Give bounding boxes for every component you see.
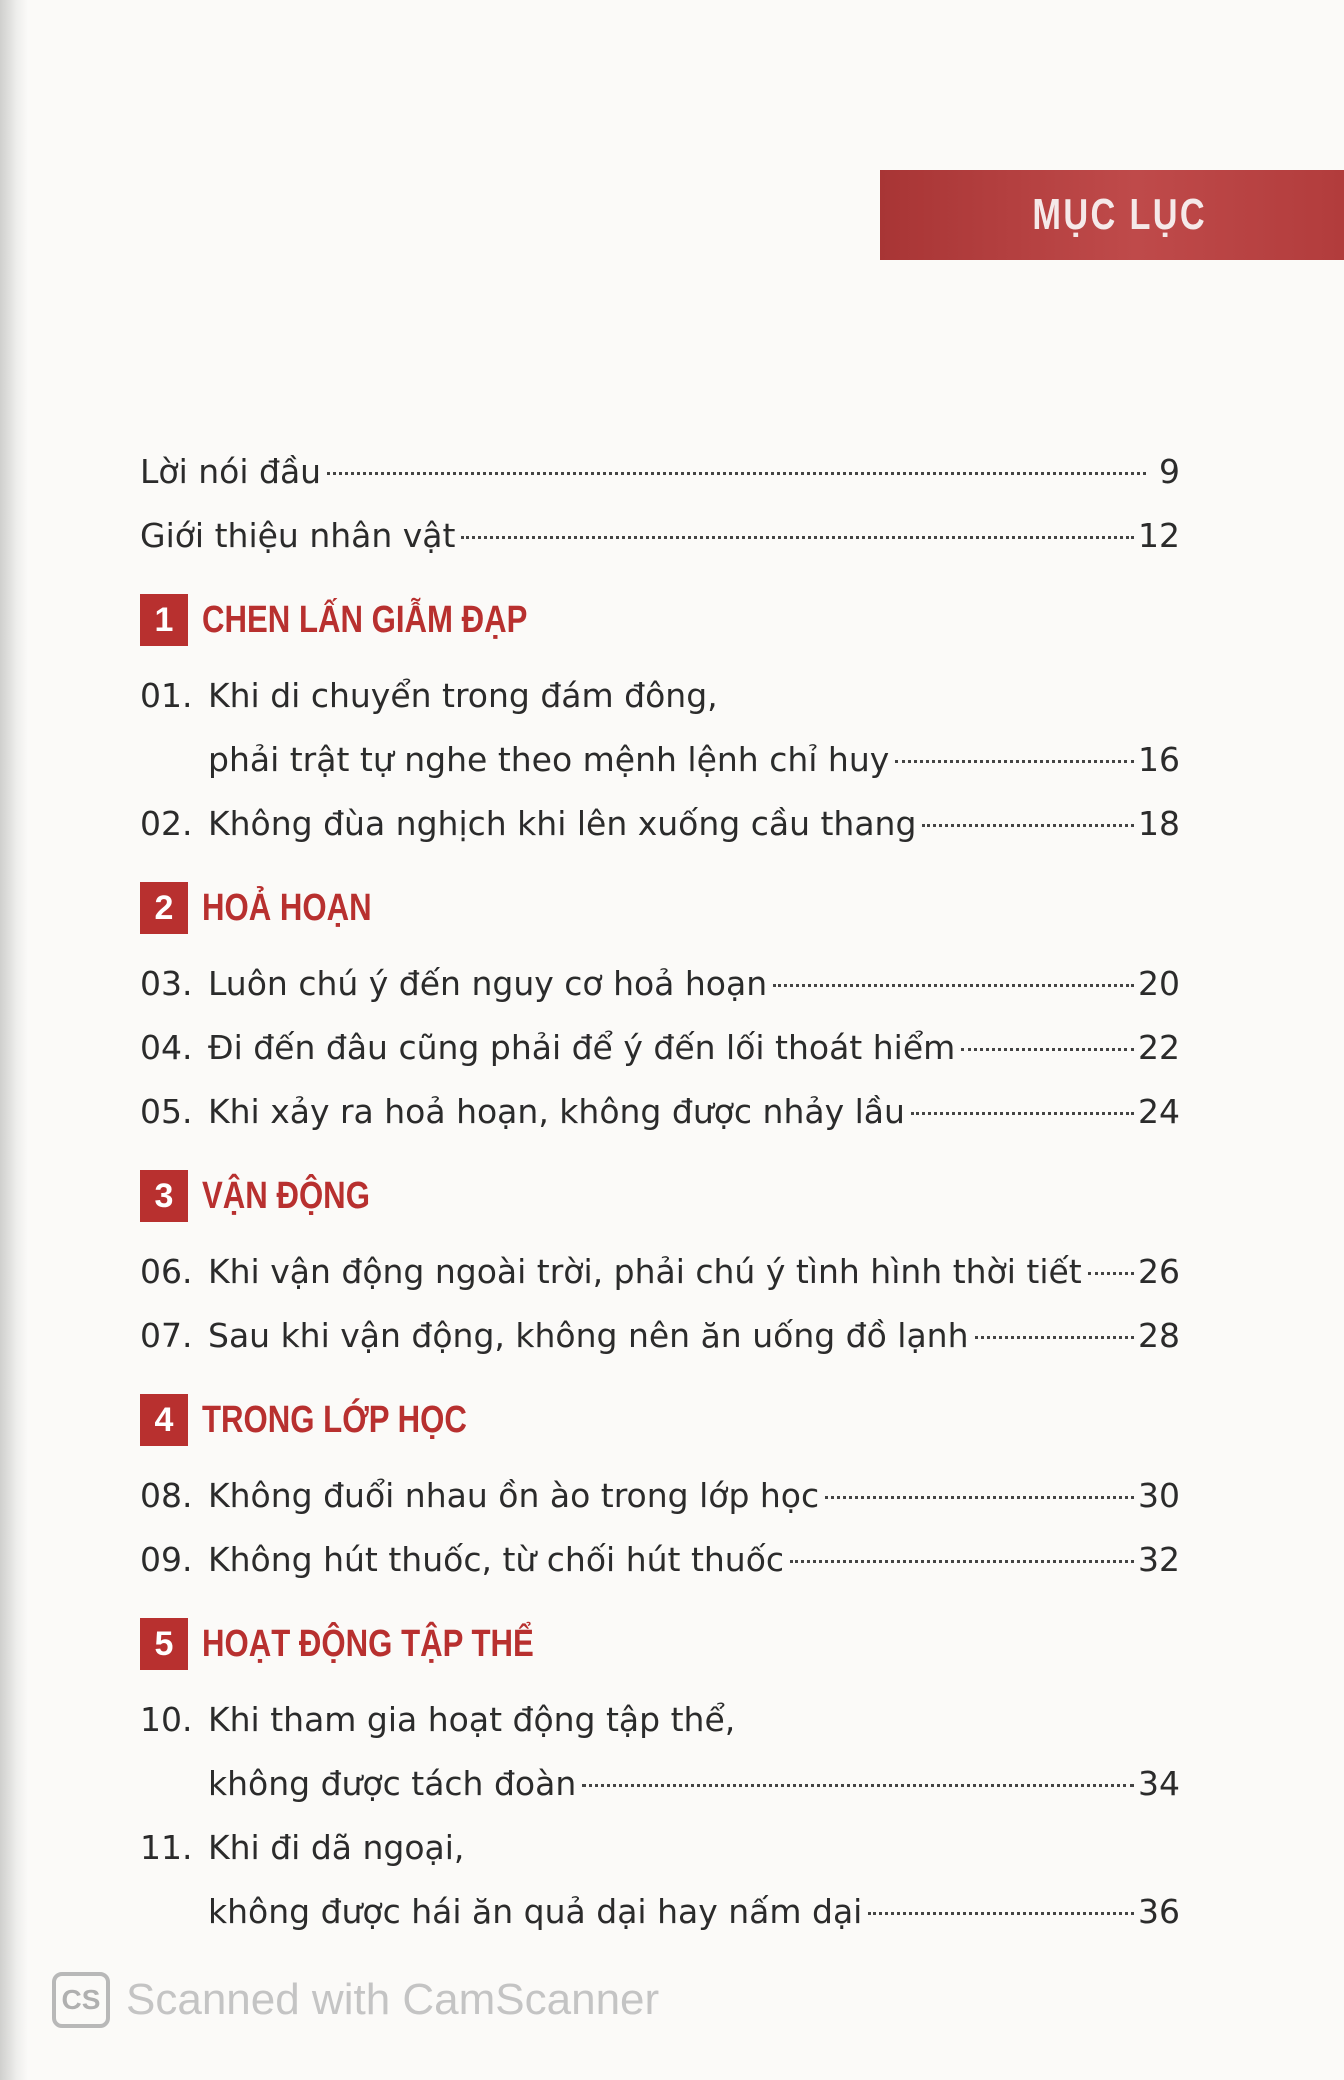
toc-entry[interactable] [140,1688,1180,1752]
entry-number: 01. [140,676,193,715]
entry-number: 09. [140,1540,193,1579]
page-number: 22 [1138,1028,1180,1067]
section-heading [140,1166,1180,1226]
section-number-badge: 4 [140,1394,188,1446]
entry-number: 11. [140,1828,193,1867]
table-of-contents [140,440,1180,1944]
entry-title: Khi tham gia hoạt động tập thể, [208,1700,736,1739]
section-title: TRONG LỚP HỌC [202,1398,467,1441]
toc-entry[interactable] [140,1240,1180,1304]
toc-entry[interactable] [140,1752,1180,1816]
toc-entry[interactable] [140,728,1180,792]
section-title: VẬN ĐỘNG [202,1174,370,1217]
toc-entry[interactable] [140,1880,1180,1944]
dot-leader [582,1784,1134,1787]
toc-entry[interactable] [140,1528,1180,1592]
section-title: HOẠT ĐỘNG TẬP THỂ [202,1622,534,1665]
dot-leader [773,984,1134,987]
page-number: 16 [1138,740,1180,779]
dot-leader [868,1912,1134,1915]
entry-title: không được tách đoàn [208,1764,577,1803]
entry-title: Khi xảy ra hoả hoạn, không được nhảy lầu [208,1092,905,1131]
page-title: MỤC LỤC [1032,190,1208,239]
toc-entry[interactable] [140,664,1180,728]
page-number: 26 [1138,1252,1180,1291]
dot-leader [961,1048,1134,1051]
dot-leader [461,536,1134,539]
toc-entry[interactable] [140,440,1180,504]
entry-title: không được hái ăn quả dại hay nấm dại [208,1892,863,1931]
entry-number: 03. [140,964,193,1003]
section-number-badge: 2 [140,882,188,934]
entry-title: Sau khi vận động, không nên ăn uống đồ lạnh [208,1316,969,1355]
watermark-text: Scanned with CamScanner [126,1975,660,2024]
dot-leader [975,1336,1134,1339]
section-heading [140,878,1180,938]
section-title: HOẢ HOẠN [202,886,372,929]
entry-number: 06. [140,1252,193,1291]
toc-entry[interactable] [140,792,1180,856]
dot-leader [825,1496,1134,1499]
dot-leader [911,1112,1134,1115]
section-number-badge: 1 [140,594,188,646]
page-number: 20 [1138,964,1180,1003]
section-title: CHEN LẤN GIẪM ĐẠP [202,598,528,641]
section-heading [140,590,1180,650]
page-number: 9 [1159,452,1180,491]
page-number: 28 [1138,1316,1180,1355]
section-heading [140,1614,1180,1674]
camscanner-watermark [52,1972,659,2028]
toc-entry[interactable] [140,1304,1180,1368]
entry-title: phải trật tự nghe theo mệnh lệnh chỉ huy [208,740,890,779]
entry-title: Khi đi dã ngoại, [208,1828,465,1867]
dot-leader [895,760,1134,763]
section-heading [140,1390,1180,1450]
entry-title: Không đuổi nhau ồn ào trong lớp học [208,1476,820,1515]
page-number: 36 [1138,1892,1180,1931]
page-number: 32 [1138,1540,1180,1579]
entry-title: Khi di chuyển trong đám đông, [208,676,718,715]
page-binding-edge [0,0,28,2080]
toc-entry[interactable] [140,1080,1180,1144]
entry-number: 10. [140,1700,193,1739]
entry-title: Không hút thuốc, từ chối hút thuốc [208,1540,785,1579]
entry-title: Luôn chú ý đến nguy cơ hoả hoạn [208,964,768,1003]
section-number-badge: 3 [140,1170,188,1222]
dot-leader [1088,1272,1134,1275]
toc-entry[interactable] [140,1464,1180,1528]
toc-entry[interactable] [140,952,1180,1016]
entry-title: Giới thiệu nhân vật [140,516,456,555]
toc-entry[interactable] [140,504,1180,568]
entry-number: 04. [140,1028,193,1067]
entry-title: Không đùa nghịch khi lên xuống cầu thang [208,804,917,843]
title-banner [880,170,1344,260]
page-number: 34 [1138,1764,1180,1803]
dot-leader [327,472,1146,475]
section-number-badge: 5 [140,1618,188,1670]
entry-title: Đi đến đâu cũng phải để ý đến lối thoát hiểm [208,1028,956,1067]
page-number: 12 [1138,516,1180,555]
toc-entry[interactable] [140,1816,1180,1880]
page-number: 18 [1138,804,1180,843]
entry-title: Khi vận động ngoài trời, phải chú ý tình hình thời tiết [208,1252,1082,1291]
dot-leader [790,1560,1134,1563]
page-number: 24 [1138,1092,1180,1131]
dot-leader [922,824,1134,827]
entry-number: 05. [140,1092,193,1131]
entry-number: 08. [140,1476,193,1515]
page-number: 30 [1138,1476,1180,1515]
entry-title: Lời nói đầu [140,452,322,491]
entry-number: 07. [140,1316,193,1355]
toc-entry[interactable] [140,1016,1180,1080]
entry-number: 02. [140,804,193,843]
camscanner-logo-icon: CS [52,1972,110,2028]
